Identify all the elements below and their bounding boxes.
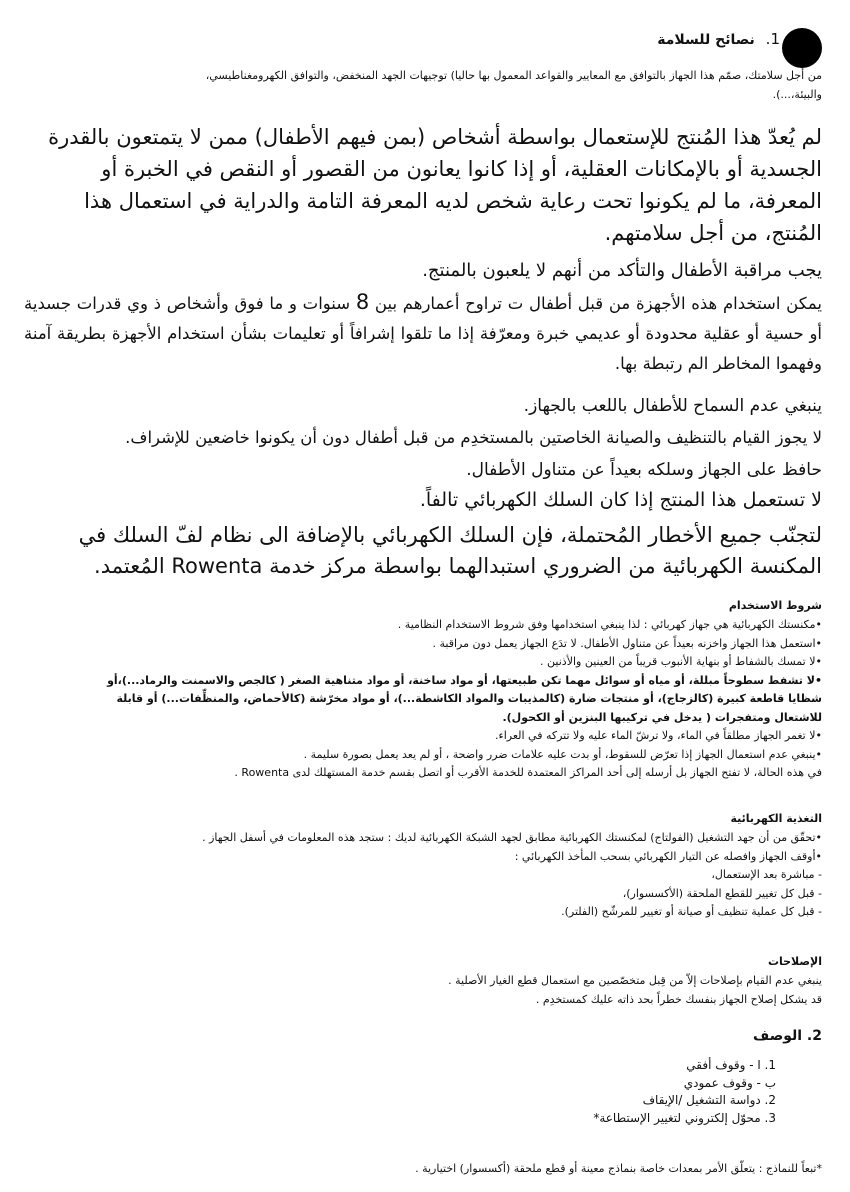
section-1-heading: [60, 30, 780, 48]
safety-intro-line: والبيئة،...).: [772, 88, 822, 101]
age-restriction-text: [24, 287, 822, 379]
usage-line: •ينبغي عدم استعمال الجهاز إذا تعرّض للسقوط، أو بدت عليه علامات ضرر واضحة ، أو لم يعد يعمل بصورة سليمة .: [303, 747, 822, 761]
repairs-line: قد يشكل إصلاح الجهاز بنفسك خطراً بحد ذاته عليك كمستخدِم .: [535, 992, 822, 1006]
capability-warning: [24, 121, 822, 249]
usage-line: •لا تمسك بالشفاط أو بنهاية الأنبوب قريباً من العينين والأذنين .: [540, 655, 822, 668]
usage-warning-line: •لا تشفط سطوحاً مبللة، أو مياه أو سوائل مهما تكن طبيعتها، أو مواد ساخنة، أو مواد متناهية الصغر ( كالجص والاسمنت والرماد...)،أو: [107, 673, 822, 687]
description-item: 3. محوّل إلكتروني لتغيير الإستطاعة*: [593, 1110, 776, 1125]
usage-line: في هذه الحالة، لا تفتح الجهاز بل أرسله إلى أحد المراكز المعتمدة للخدمة الأقرب أو اتصل بقسم خدمة المستهلك لدى Rowenta .: [234, 766, 822, 779]
supervise-children-text: يجب مراقبة الأطفال والتأكد من أنهم لا يلعبون بالمنتج.: [422, 260, 822, 281]
age-text-before: يمكن استخدام هذه الأجهزة من قبل أطفال ت تراوح أعمارهم بين: [369, 294, 822, 313]
power-line: •أوقف الجهاز وافصله عن التيار الكهربائي بسحب المأخذ الكهربائي :: [514, 849, 822, 863]
usage-line: •لا تغمر الجهاز مطلقاً في الماء، ولا ترشّ الماء عليه ولا تتركه في العراء.: [495, 729, 822, 742]
capability-warning-line: المُنتج، من أجل سلامتهم.: [604, 221, 822, 245]
keep-away-text: حافظ على الجهاز وسلكه بعيداً عن متناول الأطفال.: [466, 460, 822, 480]
cord-replacement-line: لتجنّب جميع الأخطار المُحتملة، فإن السلك الكهربائي بالإضافة الى نظام لفّ السلك في: [78, 523, 822, 547]
cord-replacement-line: المكنسة الكهربائية من الضروري استبدالهما بواسطة مركز خدمة Rowenta المُعتمد.: [94, 554, 822, 578]
description-item: ب - وقوف عمودي: [683, 1075, 776, 1090]
section-2-heading: 2. الوصف: [753, 1028, 822, 1044]
usage-line: •مكنستك الكهربائية هي جهاز كهربائي : لذا ينبغي استخدامها وفق شروط الاستخدام النظامية .: [397, 618, 822, 631]
repairs-line: ينبغي عدم القيام بإصلاحات إلاّ من قِبل متخصّصين مع استعمال قطع الغيار الأصلية .: [448, 974, 822, 987]
repairs-body: [24, 972, 822, 1009]
power-supply-body: [24, 829, 822, 922]
section-bullet-icon: [782, 28, 822, 68]
description-list: [300, 1057, 776, 1127]
description-item: 1. ا - وقوف أفقي: [686, 1058, 776, 1072]
power-line: •تحقّق من أن جهد التشغيل (الفولتاج) لمكنستك الكهربائية مطابق لجهد الشبكة الكهربائية لديك : ستجد هذه المعلومات في أسفل الجهاز .: [202, 831, 822, 844]
description-item: 2. دواسة التشغيل /الإيقاف: [642, 1093, 776, 1107]
safety-intro-line: من أجل سلامتك، صمّم هذا الجهاز بالتوافق مع المعايير والقواعد المعمول بها حاليا) توجيهات الجهد المنخفض، والتوافق الكهرومغناطيسي،: [205, 69, 822, 82]
age-text-after: سنوات و ما فوق وأشخاص ذ وي قدرات جسدية أو حسية أو عقلية محدودة أو عديمي خبرة ومعرّفة إذا ما تلقوا إشرافاً أو تعليمات بشأن استخدام الأجهزة بطريقة آمنة وفهموا المخاطر الم رتبطة بها.: [24, 294, 822, 373]
power-line: - قبل كل تغيير للقطع الملحقة (الأكسسوار)،: [622, 886, 822, 900]
cord-replacement-text: [24, 520, 822, 582]
power-supply-heading: التغذية الكهربائية: [730, 812, 822, 825]
capability-warning-line: الجسدية أو بالإمكانات العقلية، أو إذا كانوا يعانون من القصور أو النقص في الخبرة أو: [101, 157, 822, 181]
repairs-heading: الإصلاحات: [767, 955, 822, 968]
usage-warning-line: للاشتعال ومتفجرات ( يدخل في تركيبها البنزين أو الكحول).: [502, 710, 822, 724]
usage-conditions-body: [24, 616, 822, 783]
capability-warning-line: المعرفة، ما لم يكونوا تحت رعاية شخص لديه المعرفة التامة والدراية في استعمال هذا: [84, 189, 822, 213]
section-1-number: 1.: [765, 30, 780, 48]
usage-conditions-heading: شروط الاستخدام: [728, 599, 822, 612]
cleaning-supervision-text: لا يجوز القيام بالتنظيف والصيانة الخاصتين بالمستخدِم من قبل أطفال دون أن يكونوا خاضعين للإشراف.: [125, 428, 822, 447]
power-line: - قبل كل عملية تنظيف أو صيانة أو تغيير للمرشّح (الفلتر).: [561, 905, 822, 918]
safety-intro: [24, 66, 822, 104]
usage-warning-line: شظايا قاطعة كبيرة (كالزجاج)، أو منتجات ضارة (كالمذيبات والمواد الكاشطة...)، أو مواد مخرّشة (كالأحماض، والمنظِّفات...) أو قابلة: [116, 692, 822, 705]
section-1-title: نصائح للسلامة: [657, 32, 755, 48]
damaged-cord-text: لا تستعمل هذا المنتج إذا كان السلك الكهربائي تالفاً.: [419, 489, 822, 511]
usage-line: •استعمل هذا الجهاز واخزنه بعيداً عن متناول الأطفال. لا تدَع الجهاز يعمل دون مراقبة .: [432, 636, 822, 650]
capability-warning-line: لم يُعدّ هذا المُنتج للإستعمال بواسطة أشخاص (بمن فيهم الأطفال) ممن لا يتمتعون بالقدرة: [48, 125, 822, 149]
no-play-text: ينبغي عدم السماح للأطفال باللعب بالجهاز.: [523, 396, 822, 416]
age-value: 8: [355, 290, 370, 314]
power-line: - مباشرة بعد الإستعمال،: [711, 868, 822, 881]
footnote: *تبعاً للنماذج : يتعلّق الأمر بمعدات خاصة بنماذج معينة أو قطع ملحقة (أكسسوار) اختيارية .: [415, 1162, 822, 1175]
